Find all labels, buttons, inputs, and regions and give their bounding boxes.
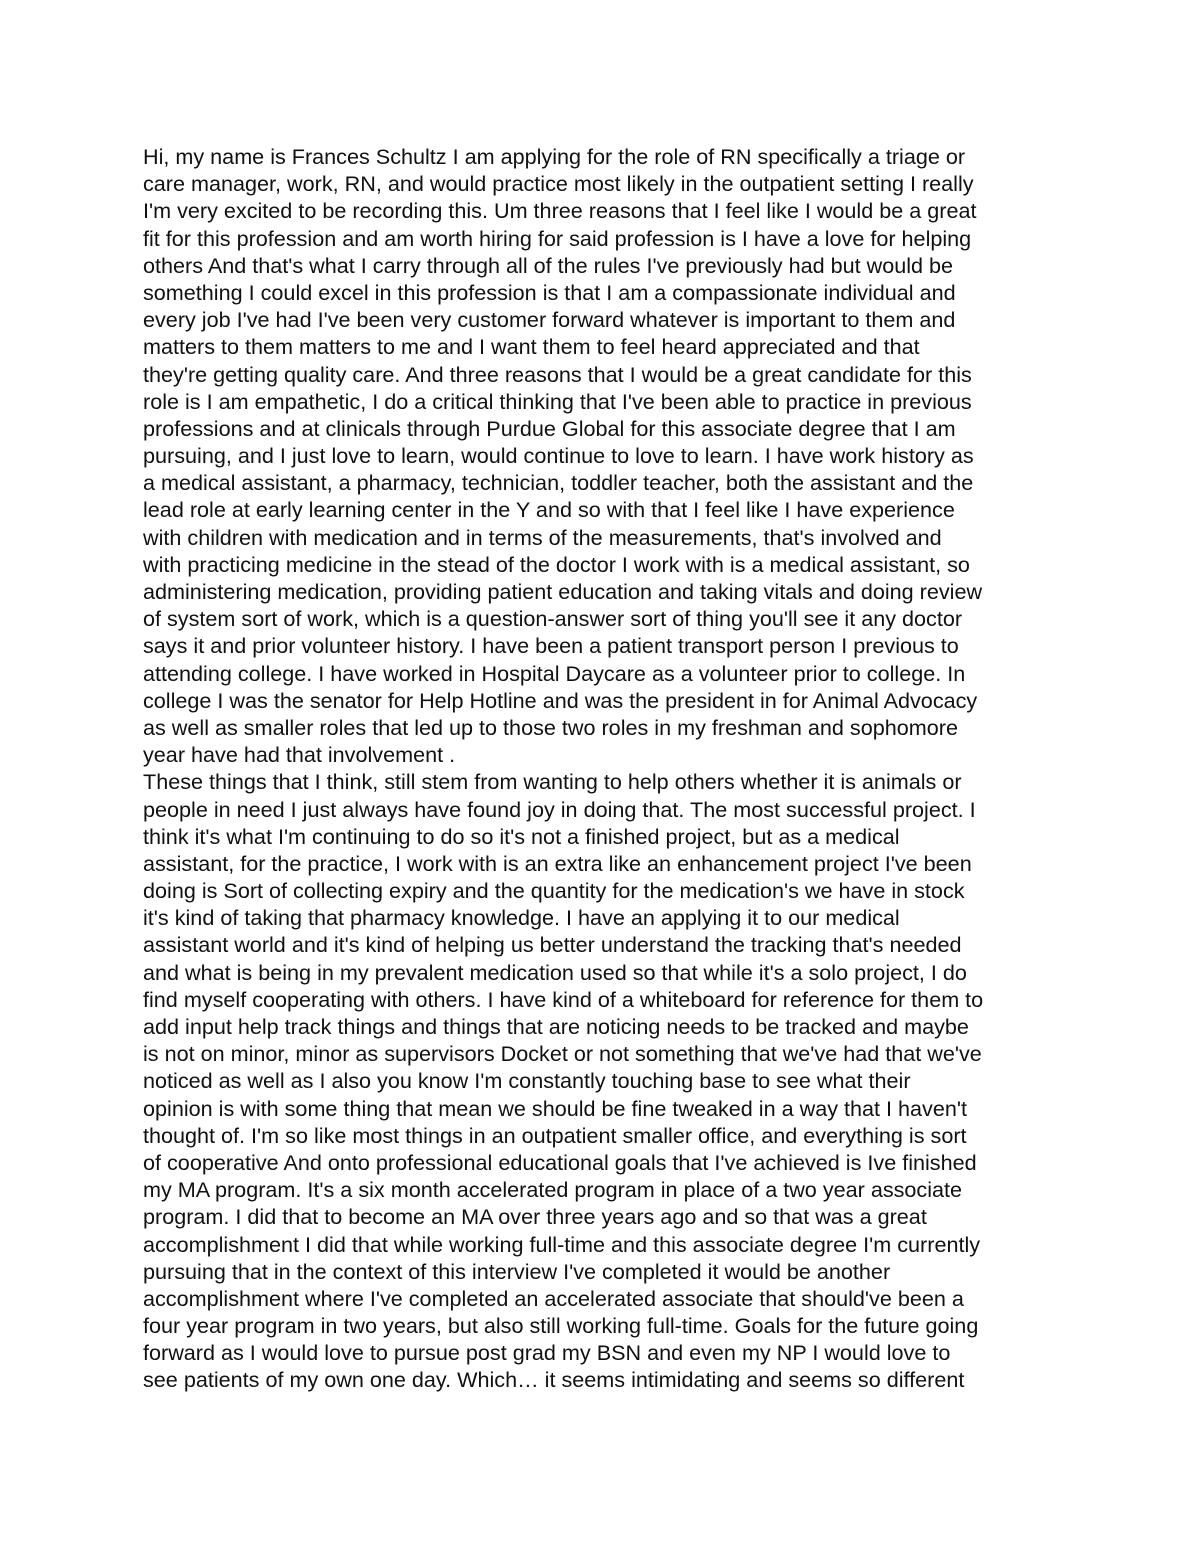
text-line: forward as I would love to pursue post grad my BSN and even my NP I would love to — [143, 1340, 951, 1366]
text-line: every job I've had I've been very customer forward whatever is important to them and — [143, 307, 956, 333]
text-line: add input help track things and things that are noticing needs to be tracked and maybe — [143, 1014, 969, 1039]
document-body-text — [143, 143, 1103, 1394]
text-line: says it and prior volunteer history. I have been a patient transport person I previous to — [143, 633, 959, 659]
text-line: professions and at clinicals through Purdue Global for this associate degree that I am — [143, 415, 956, 441]
text-line: matters to them matters to me and I want them to feel heard appreciated and that — [143, 334, 920, 360]
text-line: a medical assistant, a pharmacy, technician, toddler teacher, both the assistant and the — [143, 470, 974, 496]
text-line: four year program in two years, but also still working full-time. Goals for the future going — [143, 1313, 979, 1339]
text-line: and what is being in my prevalent medication used so that while it's a solo project, I do — [143, 959, 967, 985]
text-line: Hi, my name is Frances Schultz I am applying for the role of RN specifically a triage or — [143, 144, 966, 169]
text-line: others And that's what I carry through all of the rules I've previously had but would be — [143, 252, 954, 278]
text-line: with children with medication and in terms of the measurements, that's involved and — [143, 524, 942, 550]
text-line: of cooperative And onto professional educational goals that I've achieved is Ive finished — [143, 1149, 977, 1175]
text-line: with practicing medicine in the stead of the doctor I work with is a medical assistant, so — [143, 551, 970, 577]
text-line: accomplishment I did that while working full-time and this associate degree I'm currently — [143, 1231, 981, 1257]
text-line: it's kind of taking that pharmacy knowledge. I have an applying it to our medical — [143, 905, 900, 931]
text-line: they're getting quality care. And three reasons that I would be a great candidate for this — [143, 361, 972, 387]
text-line: people in need I just always have found joy in doing that. The most successful project. I — [143, 796, 976, 822]
text-line: accomplishment where I've completed an accelerated associate that should've been a — [143, 1285, 964, 1311]
text-line: attending college. I have worked in Hospital Daycare as a volunteer prior to college. In — [143, 660, 966, 686]
text-line: thought of. I'm so like most things in an outpatient smaller office, and everything is sort — [143, 1122, 967, 1148]
text-line: year have had that involvement . — [143, 742, 456, 768]
text-line: is not on minor, minor as supervisors Docket or not something that we've had that we've — [143, 1041, 982, 1067]
text-line: assistant, for the practice, I work with is an extra like an enhancement project I've been — [143, 850, 972, 876]
text-line: think it's what I'm continuing to do so it's not a finished project, but as a medical — [143, 823, 900, 849]
text-line: college I was the senator for Help Hotline and was the president in for Animal Advocacy — [143, 687, 978, 713]
text-line: pursuing that in the context of this interview I've completed it would be another — [143, 1258, 891, 1284]
text-line: something I could excel in this profession is that I am a compassionate individual and — [143, 279, 956, 305]
text-line: fit for this profession and am worth hiring for said profession is I have a love for helping — [143, 225, 972, 251]
text-line: my MA program. It's a six month accelerated program in place of a two year associate — [143, 1177, 963, 1203]
text-line: noticed as well as I also you know I'm constantly touching base to see what their — [143, 1068, 911, 1094]
text-line: find myself cooperating with others. I have kind of a whiteboard for reference for them to — [143, 986, 984, 1012]
text-line: administering medication, providing patient education and taking vitals and doing review — [143, 579, 983, 604]
text-line: of system sort of work, which is a question-answer sort of thing you'll see it any doctor — [143, 606, 963, 632]
text-line: see patients of my own one day. Which… it seems intimidating and seems so different — [143, 1367, 965, 1393]
text-line: program. I did that to become an MA over three years ago and so that was a great — [143, 1204, 927, 1230]
text-line: I'm very excited to be recording this. Um three reasons that I feel like I would be a great — [143, 198, 977, 224]
text-line: doing is Sort of collecting expiry and the quantity for the medication's we have in stock — [143, 878, 965, 904]
text-line: pursuing, and I just love to learn, would continue to love to learn. I have work history as — [143, 443, 974, 469]
text-line: These things that I think, still stem from wanting to help others whether it is animals or — [143, 769, 962, 795]
text-line: role is I am empathetic, I do a critical thinking that I've been able to practice in previous — [143, 388, 972, 414]
text-line: opinion is with some thing that mean we should be fine tweaked in a way that I haven't — [143, 1095, 967, 1121]
text-line: assistant world and it's kind of helping us better understand the tracking that's needed — [143, 932, 962, 958]
text-line: care manager, work, RN, and would practice most likely in the outpatient setting I really — [143, 171, 974, 197]
text-line: as well as smaller roles that led up to those two roles in my freshman and sophomore — [143, 714, 958, 740]
text-line: lead role at early learning center in the Y and so with that I feel like I have experience — [143, 497, 955, 523]
